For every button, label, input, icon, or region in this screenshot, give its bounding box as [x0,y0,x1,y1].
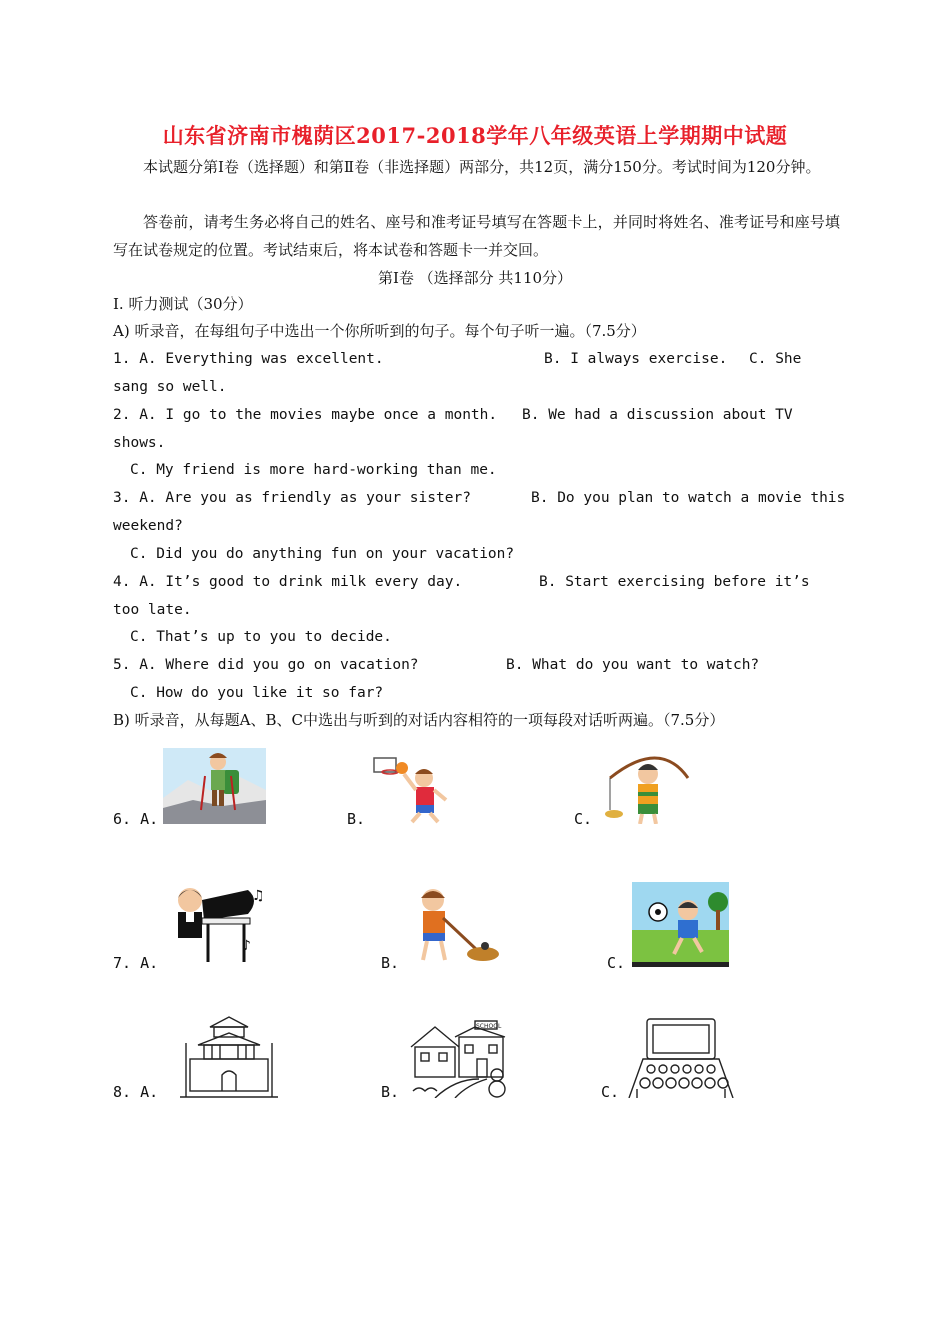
q3-option-c: C. Did you do anything fun on your vacation? [130,546,515,562]
q3-option-a: 3. A. Are you as friendly as your sister? [113,490,471,506]
q8-label-c: C. [601,1083,620,1101]
tiananmen-picture [180,1013,278,1098]
q6-label-b: B. [347,810,366,828]
q7-label-b: B. [381,954,400,972]
q7-label-c: C. [607,954,626,972]
part-heading: 第Ⅰ卷 （选择部分 共110分） [377,269,573,287]
q6-label-a: 6. A. [113,810,159,828]
school-picture [405,1017,515,1098]
section-b-instructions: B) 听录音，从每题A、B、C中选出与听到的对话内容相符的一项每段对话听两遍。（7.5分） [113,711,725,729]
cinema-picture [627,1017,735,1098]
q1-option-b: B. I always exercise. [544,351,728,367]
q2-option-a: 2. A. I go to the movies maybe once a month. [113,407,498,423]
q8-label-b: B. [381,1083,400,1101]
q4-option-b-cont: too late. [113,602,192,618]
svg-text:♪: ♪ [242,938,251,954]
hiking-picture [163,748,266,824]
intro-paragraph-2: 答卷前，请考生务必将自己的姓名、座号和准考证号填写在答题卡上，并同时将姓名、准考证号和座号填写在试卷规定的位置。考试结束后，将本试卷和答题卡一并交回。 [113,213,840,259]
fishing-picture [600,748,695,824]
q8-label-a: 8. A. [113,1083,159,1101]
basketball-picture [372,756,470,824]
q2-option-b-cont: shows. [113,435,166,451]
piano-picture [168,880,267,967]
page-title: 山东省济南市槐荫区2017-2018学年八年级英语上学期期中试题 [162,123,788,148]
intro-paragraph-1: 本试题分第Ⅰ卷（选择题）和第Ⅱ卷（非选择题）两部分，共12页，满分150分。考试时间为120分钟。 [143,158,821,176]
q4-option-b: B. Start exercising before it’s [539,574,810,590]
q5-option-a: 5. A. Where did you go on vacation? [113,657,419,673]
q7-label-a: 7. A. [113,954,159,972]
q5-option-b: B. What do you want to watch? [506,657,760,673]
section-listening-heading: I. 听力测试（30分） [113,295,253,313]
soccer-picture [632,882,729,967]
q2-option-b: B. We had a discussion about TV [522,407,793,423]
q1-option-a: 1. A. Everything was excellent. [113,351,384,367]
q3-option-b: B. Do you plan to watch a movie this [531,490,846,506]
svg-text:SCHOOL: SCHOOL [476,1023,502,1030]
cleaning-picture [405,884,505,967]
q1-option-c: C. She [749,351,802,367]
q6-label-c: C. [574,810,593,828]
svg-text:♫: ♫ [252,888,265,904]
q3-option-b-cont: weekend? [113,518,183,534]
q1-option-c-cont: sang so well. [113,379,227,395]
section-a-instructions: A) 听录音，在每组句子中选出一个你所听到的句子。每个句子听一遍。（7.5分） [113,322,646,340]
q2-option-c: C. My friend is more hard-working than me. [130,462,497,478]
q5-option-c: C. How do you like it so far? [130,685,384,701]
q4-option-c: C. That’s up to you to decide. [130,629,392,645]
q4-option-a: 4. A. It’s good to drink milk every day. [113,574,463,590]
